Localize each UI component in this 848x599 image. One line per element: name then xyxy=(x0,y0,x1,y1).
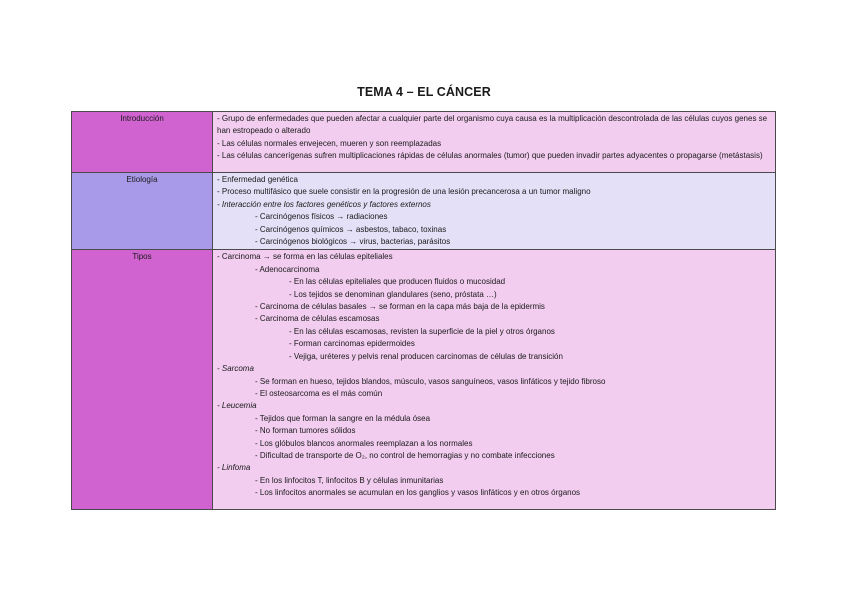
content-table xyxy=(71,111,776,510)
bullet-line: - Dificultad de transporte de O₂, no control de hemorragias y no combate infecciones xyxy=(255,450,555,460)
bullet-line: - Carcinoma de células escamosas xyxy=(255,314,380,324)
bullet-line: - Tejidos que forman la sangre en la médula ósea xyxy=(255,413,431,423)
table-row-tipos xyxy=(72,250,776,510)
bullet-line: - El osteosarcoma es el más común xyxy=(255,388,383,398)
row-label-cell xyxy=(72,250,213,510)
bullet-line: - Las células normales envejecen, mueren y son reemplazadas xyxy=(217,138,442,148)
bullet-line: - Carcinoma de células basales → se forman en la capa más baja de la epidermis xyxy=(255,302,545,312)
row-content-cell xyxy=(213,112,776,173)
row-label-cell xyxy=(72,112,213,173)
bullet-line: - Enfermedad genética xyxy=(217,175,298,184)
bullet-line: - En las células escamosas, revisten la superficie de la piel y otros órganos xyxy=(289,326,555,336)
bullet-line: - Las células cancerígenas sufren multiplicaciones rápidas de células anormales (tumor) que pueden invadir partes adyacentes o propagarse (metástasis) xyxy=(217,151,763,161)
bullet-line: - Interacción entre los factores genéticos y factores externos xyxy=(217,199,431,209)
row-content-cell xyxy=(213,250,776,510)
row-label: Tipos xyxy=(132,252,152,262)
bullet-line: - Los glóbulos blancos anormales reemplazan a los normales xyxy=(255,438,473,448)
table-row-introduccion xyxy=(72,112,776,173)
bullet-line: - Adenocarcinoma xyxy=(255,264,320,274)
bullet-line: - Sarcoma xyxy=(217,364,254,374)
row-content-cell xyxy=(213,173,776,250)
bullet-line: - Linfoma xyxy=(217,463,251,473)
bullet-line: - Proceso multifásico que suele consistir en la progresión de una lesión precancerosa a un tumor maligno xyxy=(217,187,591,197)
bullet-line: - Carcinógenos biológicos → virus, bacterias, parásitos xyxy=(255,237,451,247)
bullet-line: - Leucemia xyxy=(217,401,257,411)
bullet-line: - Carcinógenos químicos → asbestos, tabaco, toxinas xyxy=(255,224,447,234)
table-row-etiologia xyxy=(72,173,776,250)
row-label: Introducción xyxy=(120,114,164,123)
bullet-line: - Los tejidos se denominan glandulares (seno, próstata …) xyxy=(289,289,497,299)
bullet-line: - Los linfocitos anormales se acumulan en los ganglios y vasos linfáticos y en otros órganos xyxy=(255,488,581,498)
bullet-line: - En los linfocitos T, linfocitos B y células inmunitarias xyxy=(255,475,444,485)
bullet-line: - Vejiga, uréteres y pelvis renal producen carcinomas de células de transición xyxy=(289,351,563,361)
bullet-line: - Forman carcinomas epidermoides xyxy=(289,339,415,349)
bullet-line: - Se forman en hueso, tejidos blandos, músculo, vasos sanguíneos, vasos linfáticos y tejido fibroso xyxy=(255,376,606,386)
bullet-line: - Carcinoma → se forma en las células epiteliales xyxy=(217,252,393,262)
bullet-line: - Grupo de enfermedades que pueden afectar a cualquier parte del organismo cuya causa es la multiplicación descontrolada de las células cuyos genes se han estropeado o alterado xyxy=(217,114,768,136)
bullet-line: - No forman tumores sólidos xyxy=(255,426,356,436)
bullet-line: - En las células epiteliales que producen fluidos o mucosidad xyxy=(289,277,506,287)
row-label: Etiología xyxy=(126,175,158,184)
page-title: TEMA 4 – EL CÁNCER xyxy=(357,85,491,99)
bullet-line: - Carcinógenos físicos → radiaciones xyxy=(255,212,388,222)
row-label-cell xyxy=(72,173,213,250)
